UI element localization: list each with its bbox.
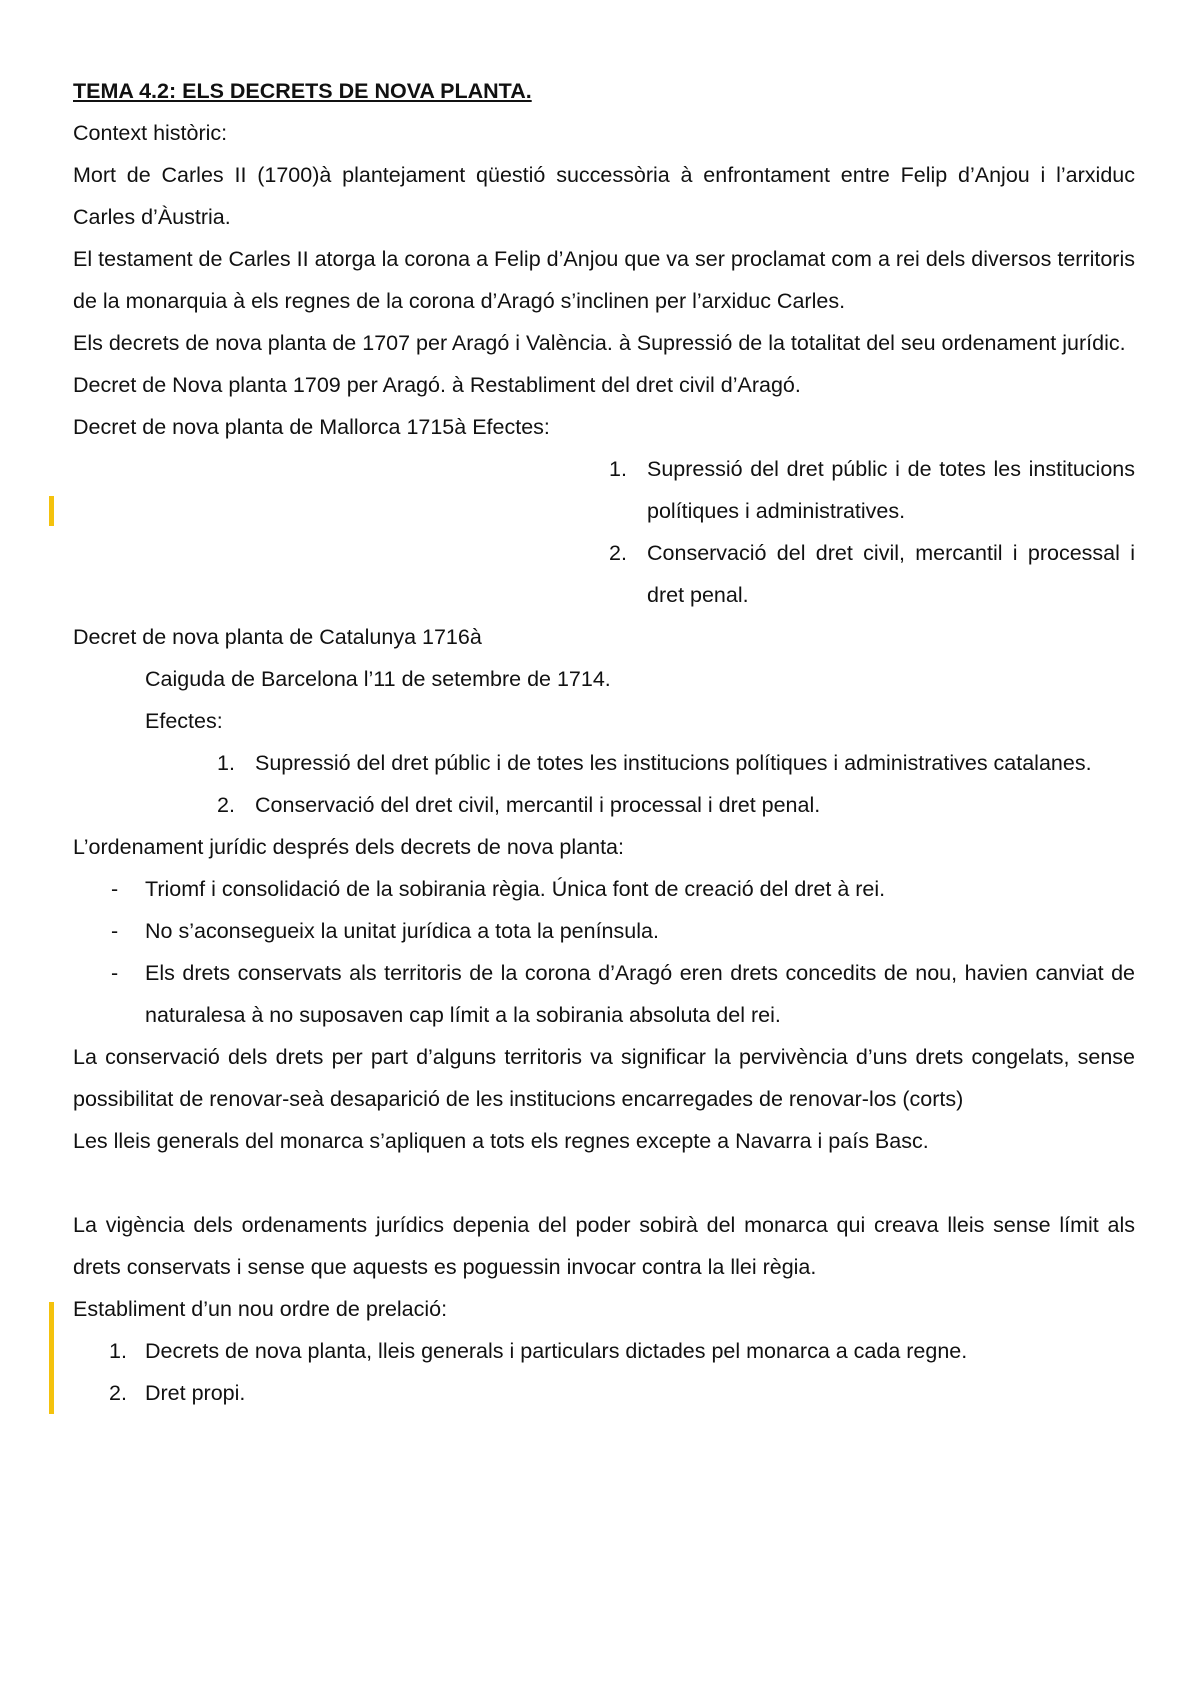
paragraph-ordenament: L’ordenament jurídic després dels decrets de nova planta: [73,835,624,859]
paragraph-lleis: Les lleis generals del monarca s’apliquen a tots els regnes excepte a Navarra i país Basc. [73,1129,929,1153]
list-item-text: Supressió del dret públic i de totes les institucions polítiques i administratives. [647,457,1135,523]
list-item-text: No s’aconsegueix la unitat jurídica a tota la península. [145,919,659,943]
catalunya-efectes-label: Efectes: [145,709,223,733]
list-item [609,532,1135,616]
list-item-text: Dret propi. [145,1381,246,1405]
list-item [73,910,1135,952]
highlight-bar [49,1302,54,1414]
bullet-dash: - [111,877,119,901]
list-item-text: Decrets de nova planta, lleis generals i particulars dictades pel monarca a cada regne. [145,1339,968,1363]
list-item [73,952,1135,1036]
bullet-dash: - [111,919,119,943]
list-number: 2. [217,793,235,817]
ordenament-bullet-list [73,868,1135,1036]
list-item [109,1330,1135,1372]
paragraph-decrets-1707: Els decrets de nova planta de 1707 per Aragó i València. à Supressió de la totalitat del seu ordenament jurídic. [73,331,1126,355]
page-title: TEMA 4.2: ELS DECRETS DE NOVA PLANTA. [73,79,532,103]
document-body [73,70,1135,1414]
list-item-text: Conservació del dret civil, mercantil i processal i dret penal. [255,793,821,817]
list-item [73,868,1135,910]
paragraph-mallorca: Decret de nova planta de Mallorca 1715à Efectes: [73,415,550,439]
list-number: 2. [109,1381,127,1405]
bullet-dash: - [111,961,119,985]
list-number: 1. [109,1339,127,1363]
catalunya-caiguda: Caiguda de Barcelona l’11 de setembre de 1714. [145,667,611,691]
list-item-text: Triomf i consolidació de la sobirania règia. Única font de creació del dret à rei. [145,877,886,901]
list-number: 1. [217,751,235,775]
blank-line [73,1162,1135,1204]
list-number: 1. [609,457,627,481]
list-item-text: Conservació del dret civil, mercantil i processal i dret penal. [647,541,1135,607]
list-item-text: Els drets conservats als territoris de la corona d’Aragó eren drets concedits de nou, havien canviat de naturalesa à no suposaven cap límit a la sobirania absoluta del rei. [145,961,1135,1027]
paragraph-conservacio: La conservació dels drets per part d’alguns territoris va significar la pervivència d’uns drets congelats, sense possibilitat de renovar-seà desaparició de les institucions encarregades de renovar-los (corts) [73,1045,1135,1111]
paragraph-vigencia: La vigència dels ordenaments jurídics depenia del poder sobirà del monarca qui creava lleis sense límit als drets conservats i sense que aquests es poguessin invocar contra la llei règia. [73,1213,1135,1279]
prelacio-list [73,1330,1135,1414]
list-item [217,742,1135,784]
highlight-bar [49,496,54,526]
list-item [109,1372,1135,1414]
paragraph-testament: El testament de Carles II atorga la corona a Felip d’Anjou que va ser proclamat com a rei dels diversos territoris de la monarquia à els regnes de la corona d’Aragó s’inclinen per l’arxiduc Carles. [73,247,1135,313]
paragraph-catalunya: Decret de nova planta de Catalunya 1716à [73,625,482,649]
mallorca-effects-list [73,448,1135,616]
paragraph-mort: Mort de Carles II (1700)à plantejament qüestió successòria à enfrontament entre Felip d’Anjou i l’arxiduc Carles d’Àustria. [73,163,1135,229]
paragraph-establiment: Establiment d’un nou ordre de prelació: [73,1297,448,1321]
list-number: 2. [609,541,627,565]
paragraph-decret-1709: Decret de Nova planta 1709 per Aragó. à Restabliment del dret civil d’Aragó. [73,373,801,397]
list-item [609,448,1135,532]
catalunya-effects-list [73,742,1135,826]
list-item-text: Supressió del dret públic i de totes les institucions polítiques i administratives catalanes. [255,751,1092,775]
context-label: Context històric: [73,121,228,145]
list-item [217,784,1135,826]
